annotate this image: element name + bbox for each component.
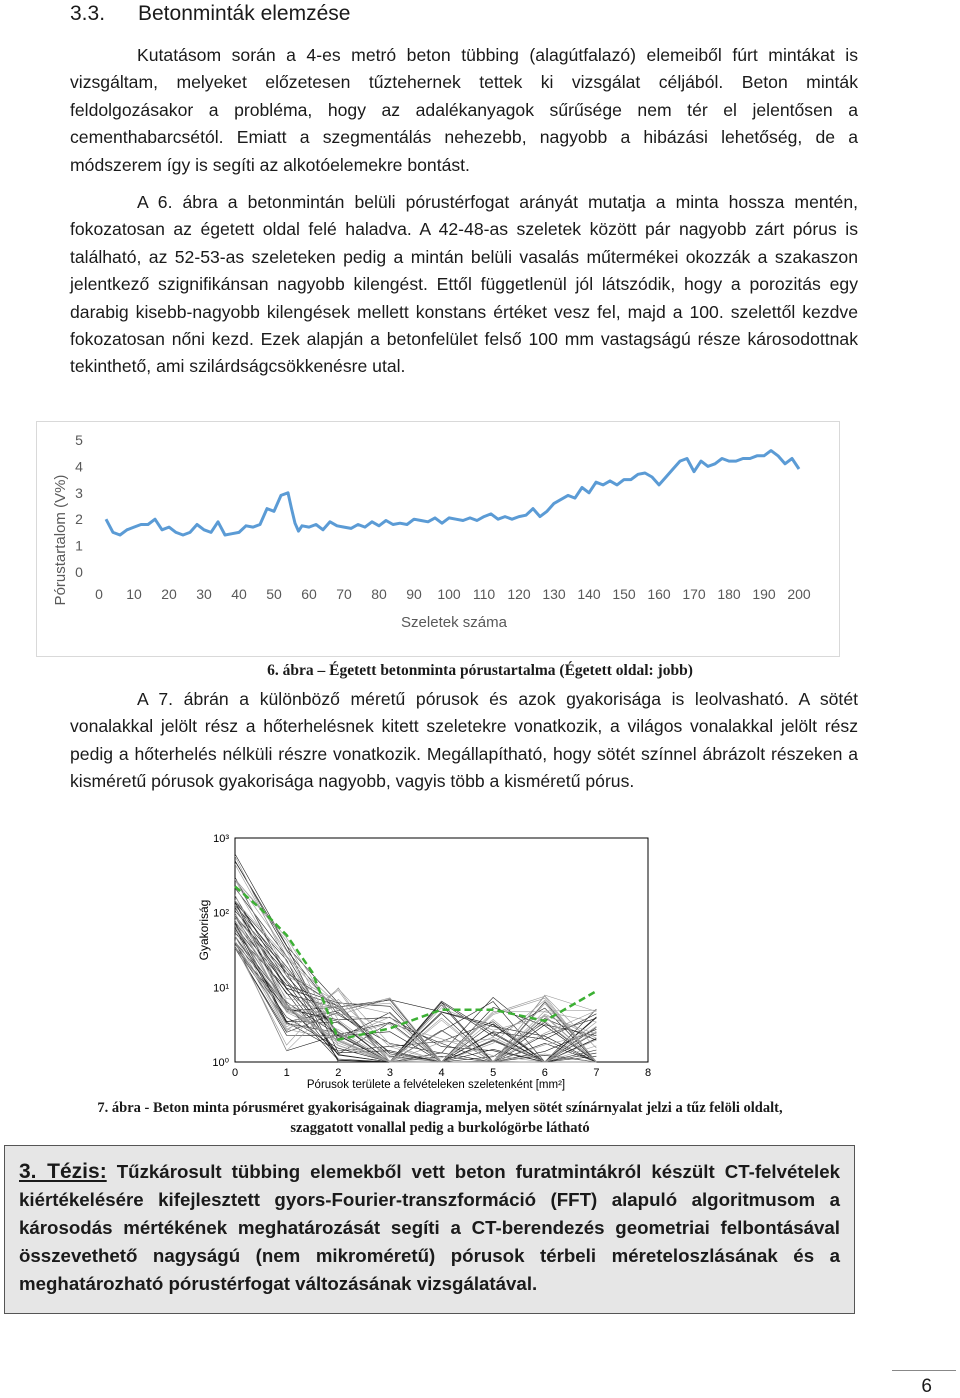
y-tick-label: 10²: [213, 907, 229, 920]
x-tick-label: 50: [266, 586, 282, 602]
y-tick-label: 5: [75, 432, 83, 448]
figure-6-caption: 6. ábra – Égetett betonminta pórustartalma (Égetett oldal: jobb): [267, 662, 693, 679]
y-axis-label: Gyakoriság: [197, 899, 211, 961]
x-tick-label: 60: [301, 586, 317, 602]
section-number: 3.3.: [70, 2, 106, 25]
x-tick-label: 160: [647, 586, 671, 602]
y-axis-label: Pórustartalom (V%): [52, 474, 69, 606]
pore-frequency-chart-svg: [180, 826, 660, 1096]
figure-7-caption-line-1: 7. ábra - Beton minta pórusméret gyakoriságainak diagramja, melyen sötét színárnyalat jelzi a tűz felöli oldalt,: [97, 1100, 783, 1116]
x-axis-label: Pórusok területe a felvételeken szeletenként [mm²]: [306, 1079, 566, 1091]
x-tick-label: 90: [406, 586, 422, 602]
section-title: Betonminták elemzése: [138, 2, 351, 25]
x-tick-label: 40: [231, 586, 247, 602]
frequency-curves: [235, 854, 596, 1062]
x-tick-label: 6: [541, 1067, 548, 1079]
thesis-label: 3. Tézis:: [19, 1160, 107, 1183]
porosity-chart-svg: [37, 422, 841, 658]
paragraph-1-text: Kutatásom során a 4-es metró beton tübbing (alagútfalazó) elemeiből fúrt mintákat is vizsgáltam, melyeket előzetesen tűztehernek tettek ki vizsgálat céljából. Beton minták feldolgozásakor a probléma, hogy az adalékanyagok sűrűsége nem tér el jelentősen a cementhabarcsétól. Emiatt a szegmentálás nehezebb, nagyobb a hibázási lehetőség, de a módszerem így is segíti az alkotóelemekre bontást.: [70, 45, 858, 175]
frequency-curve: [235, 926, 596, 1062]
paragraph-3: [70, 686, 858, 796]
porosity-series-line: [106, 451, 799, 535]
section-heading: [70, 2, 350, 26]
y-tick-label: 0: [75, 564, 83, 580]
y-tick-label: 10³: [213, 833, 229, 845]
x-tick-label: 5: [490, 1067, 497, 1079]
x-tick-label: 10: [126, 586, 142, 602]
paragraph-1: [70, 42, 858, 179]
x-tick-label: 200: [787, 586, 811, 602]
paragraph-2-text: A 6. ábra a betonmintán belüli pórustérfogat arányát mutatja a minta hossza mentén, fokozatosan az égetett oldal felé haladva. A 42-48-as szeletek között pár nagyobb zárt pórus is található, az 52-53-as szeleteken pedig a mintán belüli vasalás műtermékei okozzák a szakaszon jelentkező szignifikánsan nagyobb kilengést. Ettől függetlenül jól látszódik, hogy a porozitás egy darabig kisebb-nagyobb kilengések mellett konstans értéket vesz fel, majd a 100. szelettől kezdve fokozatosan nőni kezd. Ezek alapján a betonfelület felső 100 mm vastagságú része károsodottnak tekinthető, ami szilárdságcsökkenésre utal.: [70, 192, 858, 377]
x-tick-label: 4: [438, 1067, 445, 1079]
x-tick-label: 70: [336, 586, 352, 602]
x-tick-label: 110: [472, 586, 496, 602]
x-tick-label: 2: [335, 1067, 342, 1079]
paragraph-3-text: A 7. ábrán a különböző méretű pórusok és azok gyakorisága is leolvasható. A sötét vonalakkal jelölt rész a hőterhelésnek kitett szeletekre vonatkozik, a világos vonalakkal jelölt rész pedig a hőterhelés nélküli részre vonatkozik. Megállapítható, hogy sötét színnel ábrázolt részeken a kisméretű pórusok gyakorisága nagyobb, vagyis több a kisméretű pórus.: [70, 689, 858, 792]
x-tick-label: 100: [437, 586, 461, 602]
x-tick-label: 190: [752, 586, 776, 602]
x-tick-label: 3: [386, 1067, 393, 1079]
y-tick-label: 10¹: [213, 982, 229, 995]
pore-frequency-chart: [180, 826, 660, 1096]
y-tick-label: 10⁰: [212, 1057, 229, 1069]
y-tick-label: 4: [75, 458, 83, 475]
y-tick-label: 3: [75, 484, 83, 501]
page-number: 6: [921, 1376, 932, 1397]
x-tick-label: 0: [231, 1067, 239, 1079]
x-tick-label: 30: [196, 586, 212, 602]
page-number-rule: [892, 1370, 956, 1371]
x-axis-label: Szeletek száma: [401, 614, 507, 631]
x-tick-label: 0: [95, 586, 103, 602]
frequency-curve: [235, 920, 596, 1062]
x-tick-label: 180: [717, 586, 741, 602]
paragraph-2: [70, 189, 858, 381]
porosity-chart: [36, 421, 840, 657]
y-tick-label: 2: [75, 511, 83, 528]
x-tick-label: 20: [161, 586, 177, 602]
x-tick-label: 170: [682, 586, 706, 602]
x-tick-label: 140: [577, 586, 601, 602]
x-tick-label: 1: [283, 1067, 290, 1079]
x-tick-label: 7: [593, 1067, 600, 1079]
x-tick-label: 130: [542, 586, 566, 602]
thesis-box: [4, 1145, 855, 1314]
x-tick-label: 150: [612, 586, 636, 602]
y-tick-label: 1: [75, 537, 83, 554]
frequency-curve: [235, 926, 596, 1062]
x-tick-label: 120: [507, 586, 531, 602]
x-tick-label: 8: [644, 1067, 652, 1079]
x-tick-label: 80: [371, 586, 387, 602]
figure-7-caption-line-2: szaggatott vonallal pedig a burkológörbe látható: [290, 1120, 590, 1136]
thesis-text: Tűzkárosult tübbing elemekből vett beton furatmintákról készült CT-felvételek kiértékelésére kifejlesztett gyors-Fourier-transzformáció (FFT) alapuló algoritmusom a károsodás mértékének meghatározását segíti a CT-berendezés geometriai felbontásával összevethető nagyságú (nem mikroméretű) pórusok térbeli méreteloszlásának és a meghatározható pórustérfogat változásának vizsgálatával.: [19, 1161, 841, 1294]
